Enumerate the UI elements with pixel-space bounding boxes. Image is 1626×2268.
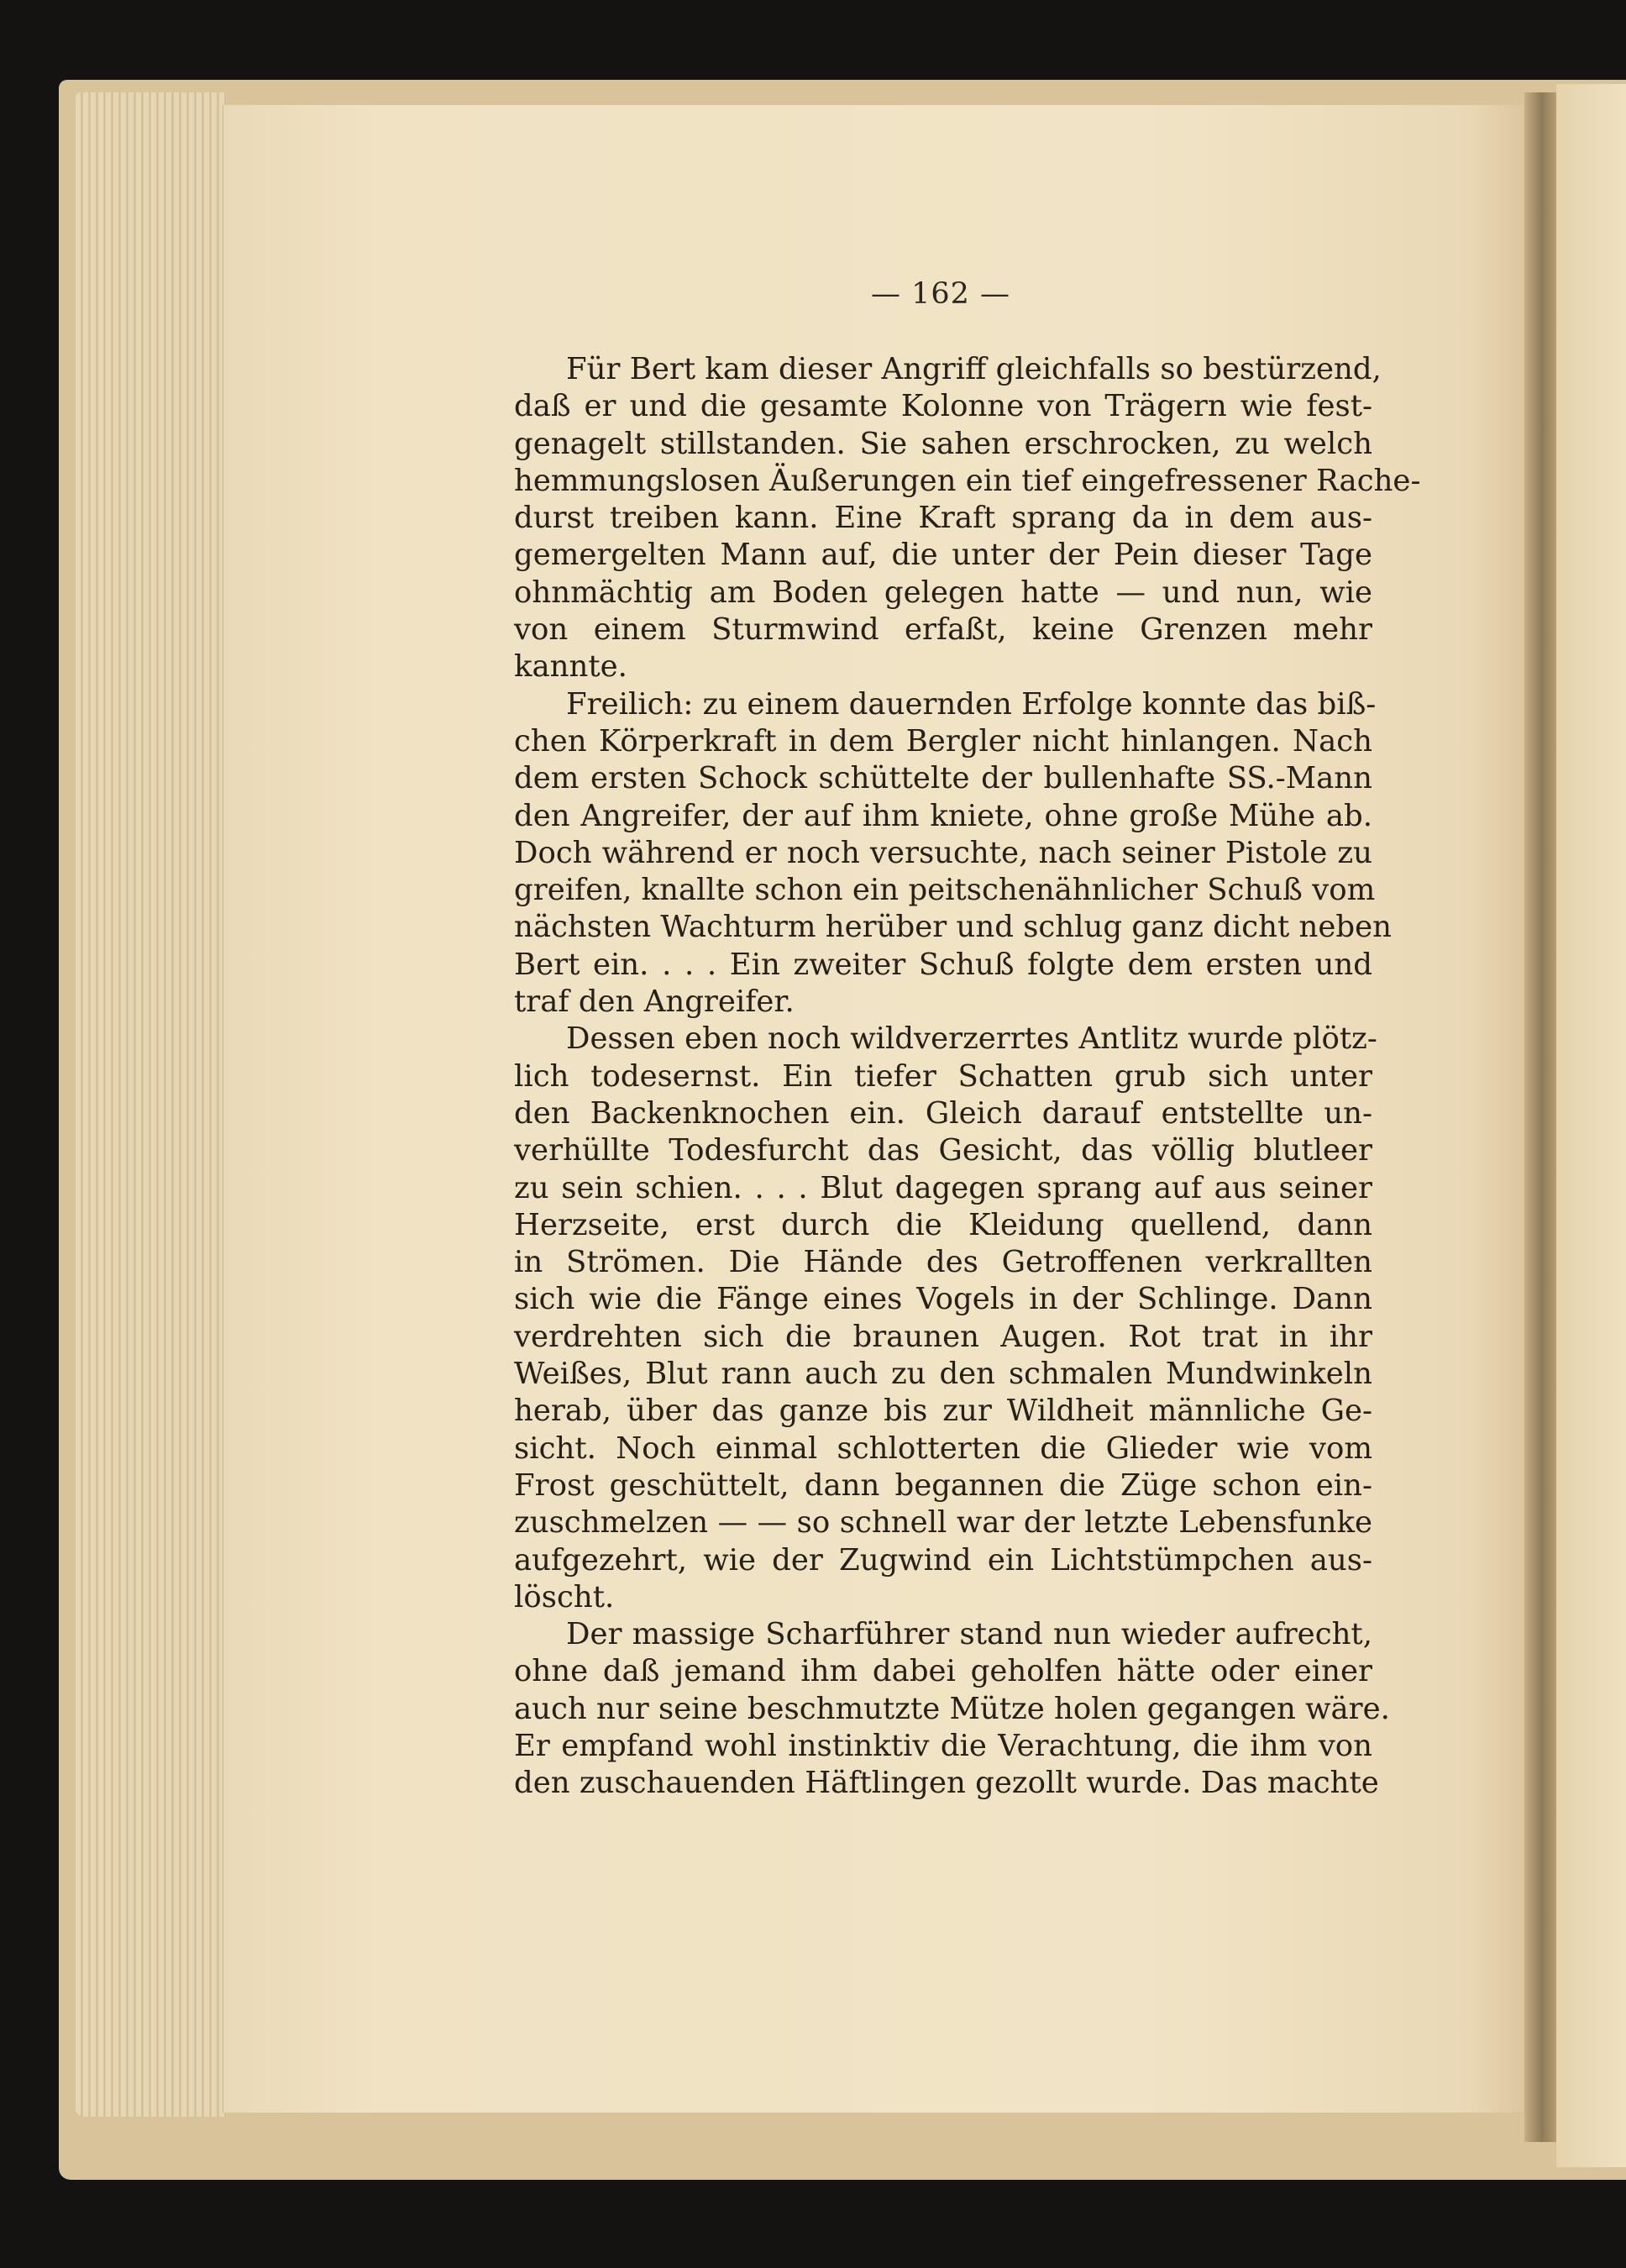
book-gutter xyxy=(1524,92,1556,2142)
text-line: Frost geschüttelt, dann begannen die Züge schon ein- xyxy=(514,1467,1372,1503)
text-line: verdrehten sich die braunen Augen. Rot trat in ihr xyxy=(514,1319,1372,1354)
text-line: Doch während er noch versuchte, nach seiner Pistole zu xyxy=(514,835,1372,870)
text-line: ohne daß jemand ihm dabei geholfen hätte oder einer xyxy=(514,1654,1372,1689)
text-line: löscht. xyxy=(514,1579,615,1614)
text-line: traf den Angreifer. xyxy=(514,984,795,1020)
text-line: Bert ein. . . . Ein zweiter Schuß folgte dem ersten und xyxy=(514,947,1372,982)
text-line: herab, über das ganze bis zur Wildheit männliche Ge- xyxy=(514,1394,1372,1429)
text-line: ohnmächtig am Boden gelegen hatte — und nun, wie xyxy=(514,575,1372,610)
text-line: Freilich: zu einem dauernden Erfolge konnte das biß- xyxy=(566,686,1377,722)
text-line: durst treiben kann. Eine Kraft sprang da in dem aus- xyxy=(514,501,1372,536)
page-number: — 162 — xyxy=(870,277,1011,311)
text-line: verhüllte Todesfurcht das Gesicht, das völlig blutleer xyxy=(514,1133,1372,1168)
text-line: auch nur seine beschmutzte Mütze holen gegangen wäre. xyxy=(514,1691,1390,1726)
text-block xyxy=(514,351,1421,1803)
text-line: Weißes, Blut rann auch zu den schmalen Mundwinkeln xyxy=(514,1357,1372,1392)
text-line: Für Bert kam dieser Angriff gleichfalls so bestürzend, xyxy=(566,352,1382,386)
text-line: den zuschauenden Häftlingen gezollt wurde. Das machte xyxy=(514,1766,1379,1801)
page-edges xyxy=(76,92,227,2117)
text-line: zuschmelzen — — so schnell war der letzte Lebensfunke xyxy=(514,1505,1372,1541)
text-line: den Backenknochen ein. Gleich darauf entstellte un- xyxy=(514,1095,1372,1131)
text-line: Er empfand wohl instinktiv die Verachtung, die ihm von xyxy=(514,1728,1372,1763)
text-line: sich wie die Fänge eines Vogels in der Schlinge. Dann xyxy=(514,1282,1372,1317)
text-line: chen Körperkraft in dem Bergler nicht hinlangen. Nach xyxy=(514,723,1372,759)
facing-page-edge xyxy=(1556,84,1626,2167)
text-line: nächsten Wachturm herüber und schlug ganz dicht neben xyxy=(514,910,1392,945)
text-line: in Strömen. Die Hände des Getroffenen verkrallten xyxy=(514,1245,1372,1280)
text-line: sicht. Noch einmal schlotterten die Glieder wie vom xyxy=(514,1431,1372,1466)
text-line: hemmungslosen Äußerungen ein tief eingefressener Rache- xyxy=(514,463,1421,498)
text-line: daß er und die gesamte Kolonne von Trägern wie fest- xyxy=(514,389,1372,424)
text-line: gemergelten Mann auf, die unter der Pein dieser Tage xyxy=(514,538,1372,573)
text-line: genagelt stillstanden. Sie sahen erschrocken, zu welch xyxy=(514,426,1372,461)
text-line: kannte. xyxy=(514,649,627,685)
text-line: Dessen eben noch wildverzerrtes Antlitz wurde plötz- xyxy=(566,1021,1377,1057)
text-line: zu sein schien. . . . Blut dagegen sprang auf aus seiner xyxy=(514,1170,1372,1205)
text-line: greifen, knallte schon ein peitschenähnlicher Schuß vom xyxy=(514,873,1376,908)
text-line: aufgezehrt, wie der Zugwind ein Lichtstümpchen aus- xyxy=(514,1542,1372,1578)
text-line: lich todesernst. Ein tiefer Schatten grub sich unter xyxy=(514,1058,1372,1094)
text-line: von einem Sturmwind erfaßt, keine Grenzen mehr xyxy=(514,612,1372,648)
text-line: den Angreifer, der auf ihm kniete, ohne große Mühe ab. xyxy=(514,798,1372,833)
text-line: Herzseite, erst durch die Kleidung quellend, dann xyxy=(514,1207,1372,1242)
text-line: dem ersten Schock schüttelte der bullenhafte SS.-Mann xyxy=(514,761,1372,796)
text-line: Der massige Scharführer stand nun wieder aufrecht, xyxy=(566,1617,1372,1652)
